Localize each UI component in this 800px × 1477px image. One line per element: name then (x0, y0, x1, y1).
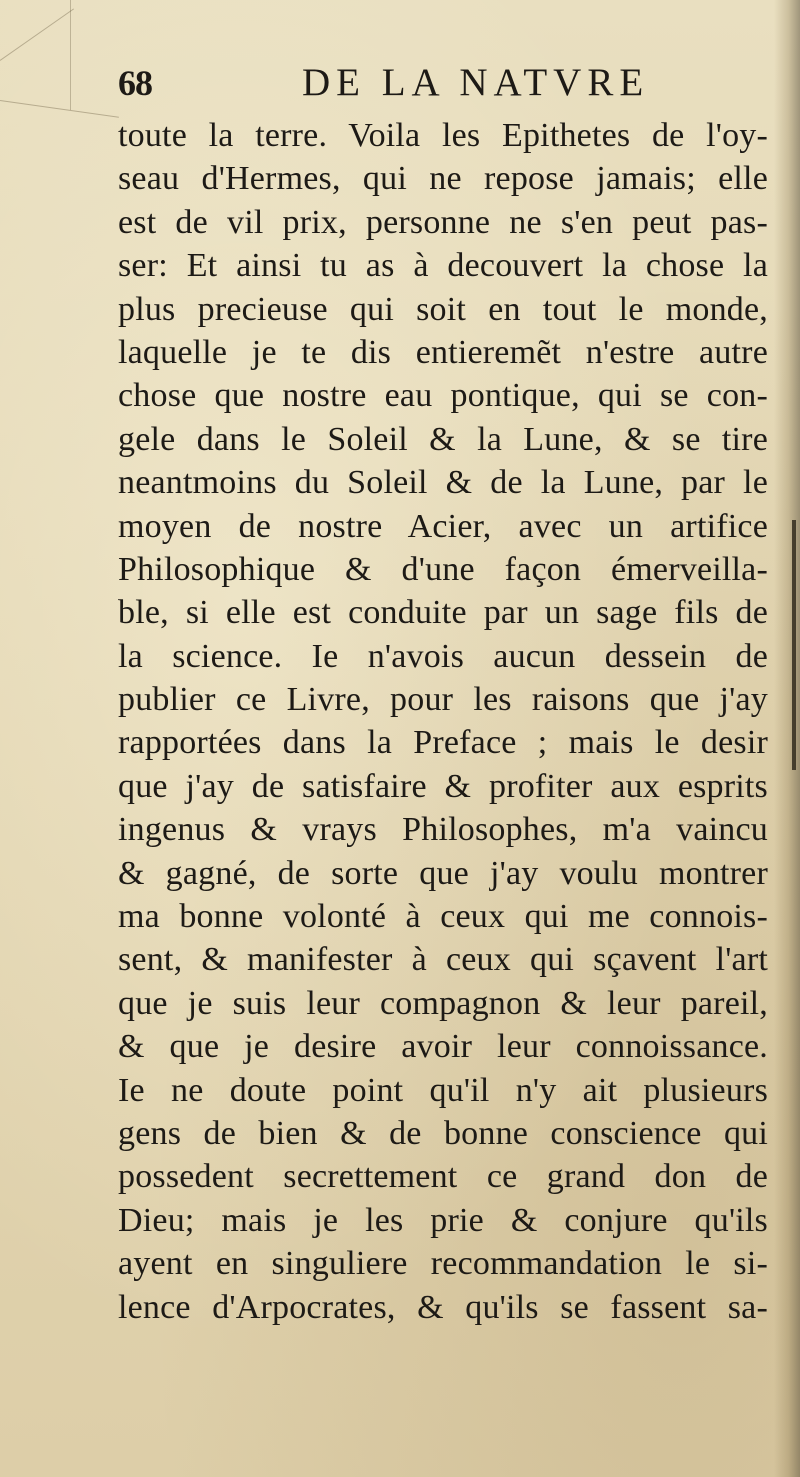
text-line: neantmoins du Soleil & de la Lune, par le (118, 464, 768, 502)
text-line: seau d'Hermes, qui ne repose jamais; elle (118, 160, 768, 198)
binding-edge (792, 520, 796, 770)
text-line: moyen de nostre Acier, avec un artifice (118, 507, 768, 545)
text-line: Dieu; mais je les prie & conjure qu'ils (118, 1201, 768, 1239)
body-text (118, 114, 778, 1329)
running-head: DE LA NATVRE (302, 61, 650, 104)
text-line: plus precieuse qui soit en tout le monde, (118, 290, 768, 328)
text-line: ser: Et ainsi tu as à decouvert la chose la (118, 247, 768, 285)
text-line: ble, si elle est conduite par un sage fils de (118, 594, 768, 632)
text-line: sent, & manifester à ceux qui sçavent l'art (118, 941, 768, 979)
text-line: laquelle je te dis entieremẽt n'estre autre (118, 333, 768, 371)
text-line: ma bonne volonté à ceux qui me connois- (118, 898, 768, 936)
text-line: Philosophique & d'une façon émerveilla- (118, 550, 768, 588)
text-line: ayent en singuliere recommandation le si- (118, 1245, 768, 1283)
text-line: toute la terre. Voila les Epithetes de l'oy- (118, 117, 768, 154)
page-header (118, 60, 778, 114)
text-line: gele dans le Soleil & la Lune, & se tire (118, 420, 768, 458)
text-line: & gagné, de sorte que j'ay voulu montrer (118, 854, 768, 892)
text-line: lence d'Arpocrates, & qu'ils se fassent sa- (118, 1288, 768, 1326)
text-block (118, 60, 778, 1329)
paper-fold-line (0, 8, 74, 60)
text-line: ingenus & vrays Philosophes, m'a vaincu (118, 811, 768, 849)
text-line: est de vil prix, personne ne s'en peut pas- (118, 203, 768, 241)
text-line: gens de bien & de bonne conscience qui (118, 1114, 768, 1152)
text-line: que je suis leur compagnon & leur pareil, (118, 984, 768, 1022)
text-line: que j'ay de satisfaire & profiter aux esprits (118, 767, 768, 805)
text-line: & que je desire avoir leur connoissance. (118, 1028, 768, 1066)
paper-fold-line (70, 0, 71, 110)
text-line: publier ce Livre, pour les raisons que j'ay (118, 681, 768, 719)
page-number: 68 (118, 63, 152, 103)
text-line: rapportées dans la Preface ; mais le desir (118, 724, 768, 762)
paper-fold-line (0, 100, 119, 118)
text-line: chose que nostre eau pontique, qui se con- (118, 377, 768, 415)
text-line: la science. Ie n'avois aucun dessein de (118, 637, 768, 675)
text-line: Ie ne doute point qu'il n'y ait plusieurs (118, 1071, 768, 1109)
text-line: possedent secrettement ce grand don de (118, 1158, 768, 1196)
